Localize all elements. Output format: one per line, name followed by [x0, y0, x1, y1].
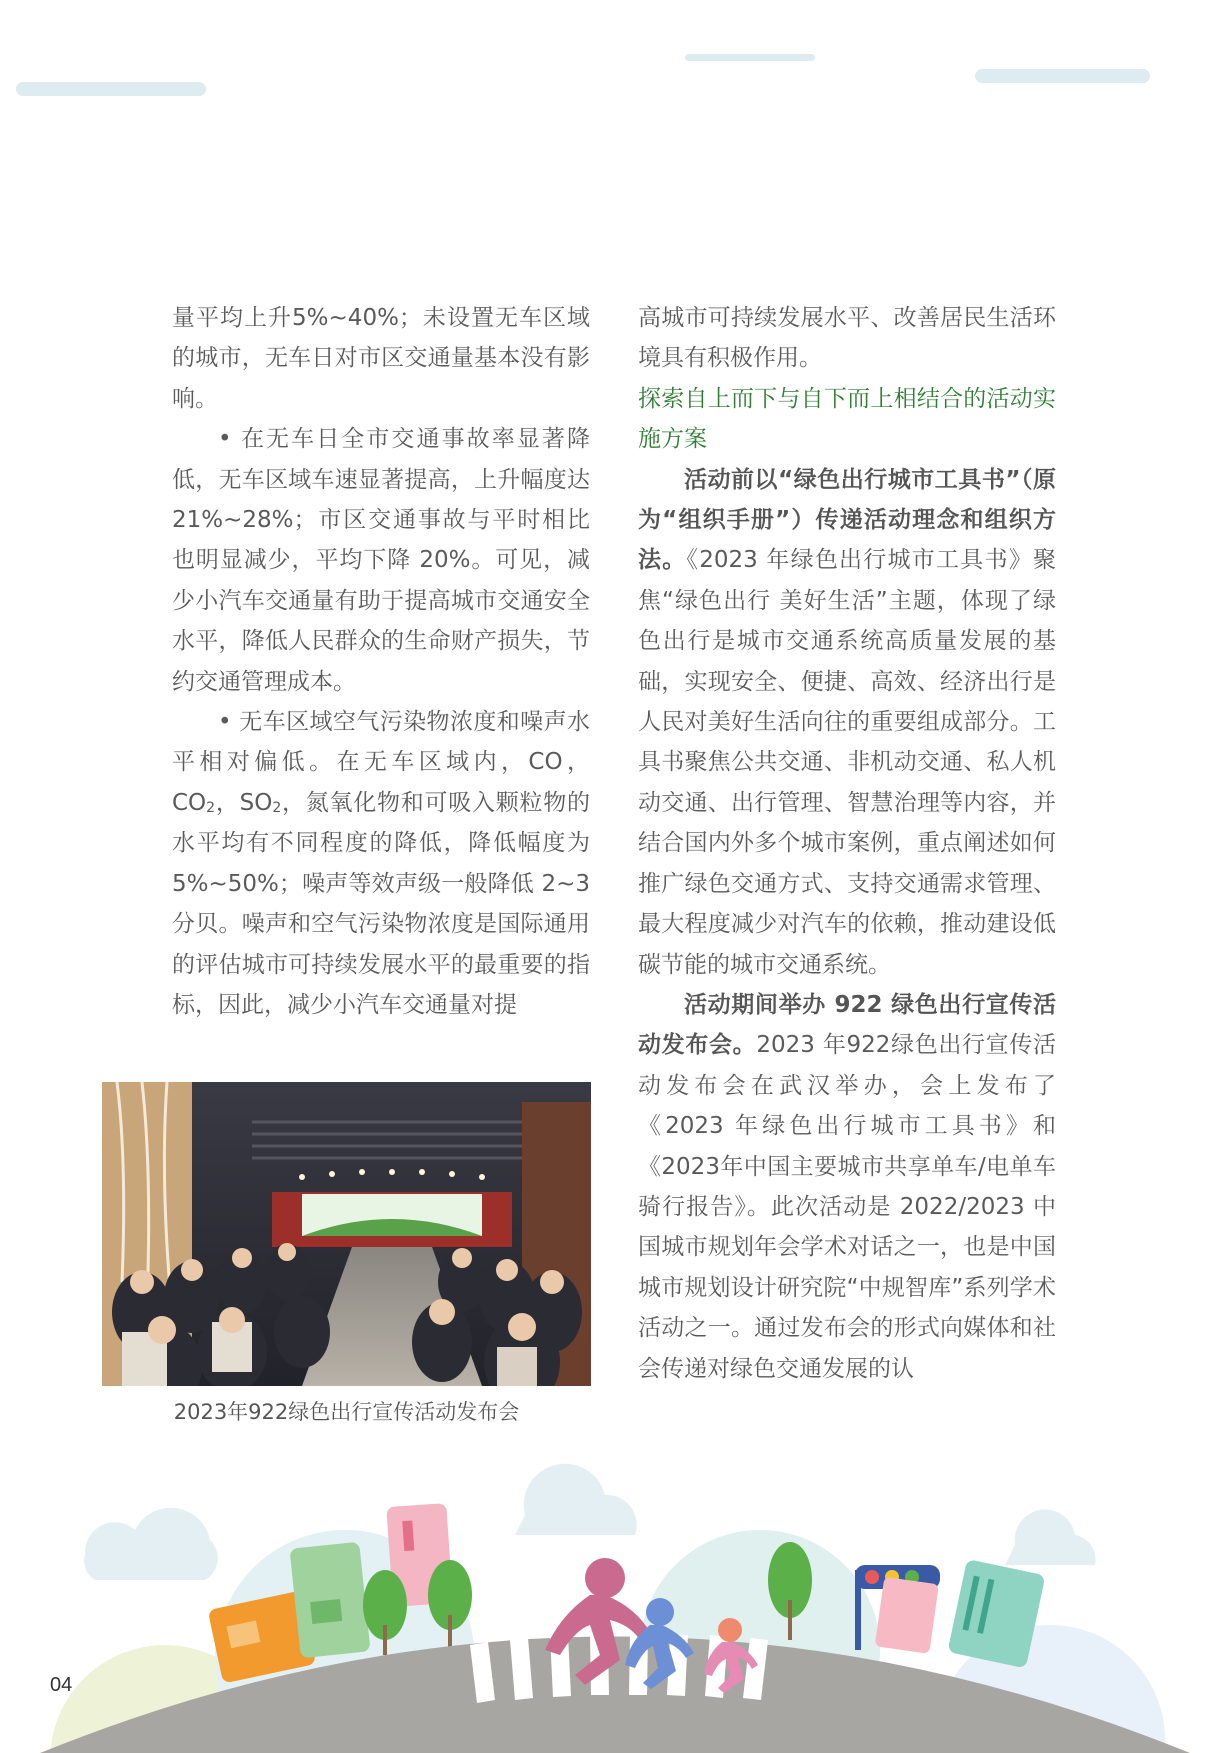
- paragraph-toolbook: 活动前以“绿色出行城市工具书”（原为“组织手册”）传递活动理念和组织方法。《2023 年绿色出行城市工具书》聚焦“绿色出行 美好生活”主题，体现了绿色出行是城市交通系统高质量发展的基础，实现安全、便捷、高效、经济出行是人民对美好生活向往的重要组成部分。工具书聚焦公共交通、非机动交通、私人机动交通、出行管理、智慧治理等内容，并结合国内外多个城市案例，重点阐述如何推广绿色交通方式、支持交通需求管理、最大程度减少对汽车的依赖，推动建设低碳节能的城市交通系统。: [638, 466, 1056, 978]
- decor-bar-left: [16, 82, 206, 96]
- decor-bar-center: [685, 54, 815, 61]
- section-heading: 探索自上而下与自下而上相结合的活动实施方案: [638, 385, 1056, 453]
- photo-caption: 2023年922绿色出行宣传活动发布会: [173, 1400, 520, 1424]
- paragraph-launch-event: 活动期间举办 922 绿色出行宣传活动发布会。2023 年922绿色出行宣传活动发布会在武汉举办，会上发布了《2023 年绿色出行城市工具书》和《2023年中国主要城市共享单车/电单车骑行报告》。此次活动是 2022/2023 中国城市规划年会学术对话之一，也是中国城市规划设计研究院“中规智库”系列学术活动之一。通过发布会的形式向媒体和社会传递对绿色交通发展的认: [638, 991, 1057, 1382]
- bullet-paragraph: • 在无车日全市交通事故率显著降低，无车区域车速显著提高，上升幅度达21%~28%；市区交通事故与平时相比也明显减少，平均下降 20%。可见，减少小汽车交通量有助于提高城市交通安全水平，降低人民群众的生命财产损失，节约交通管理成本。: [172, 426, 590, 695]
- page-number: 04: [50, 1674, 73, 1696]
- left-text-column: [172, 298, 590, 1025]
- event-photo: [102, 1082, 591, 1386]
- paragraph: 高城市可持续发展水平、改善居民生活环境具有积极作用。: [638, 305, 1056, 372]
- right-text-column: [638, 298, 1056, 1389]
- paragraph: 量平均上升5%~40%；未设置无车区域的城市，无车日对市区交通量基本没有影响。: [172, 305, 590, 412]
- decor-bar-right: [975, 69, 1150, 83]
- bullet-paragraph-emissions: • 无车区域空气污染物浓度和噪声水平相对偏低。在无车区域内，CO，$CO_2$，$SO_2$，氮氧化物和可吸入颗粒物的水平均有不同程度的降低，降低幅度为5%~50%；噪声等效声级一般降低 2~3 分贝。噪声和空气污染物浓度是国际通用的评估城市可持续发展水平的最重要的指标，因此，减少小汽车交通量对提: [172, 709, 591, 1018]
- footer-illustration: [0, 1440, 1230, 1753]
